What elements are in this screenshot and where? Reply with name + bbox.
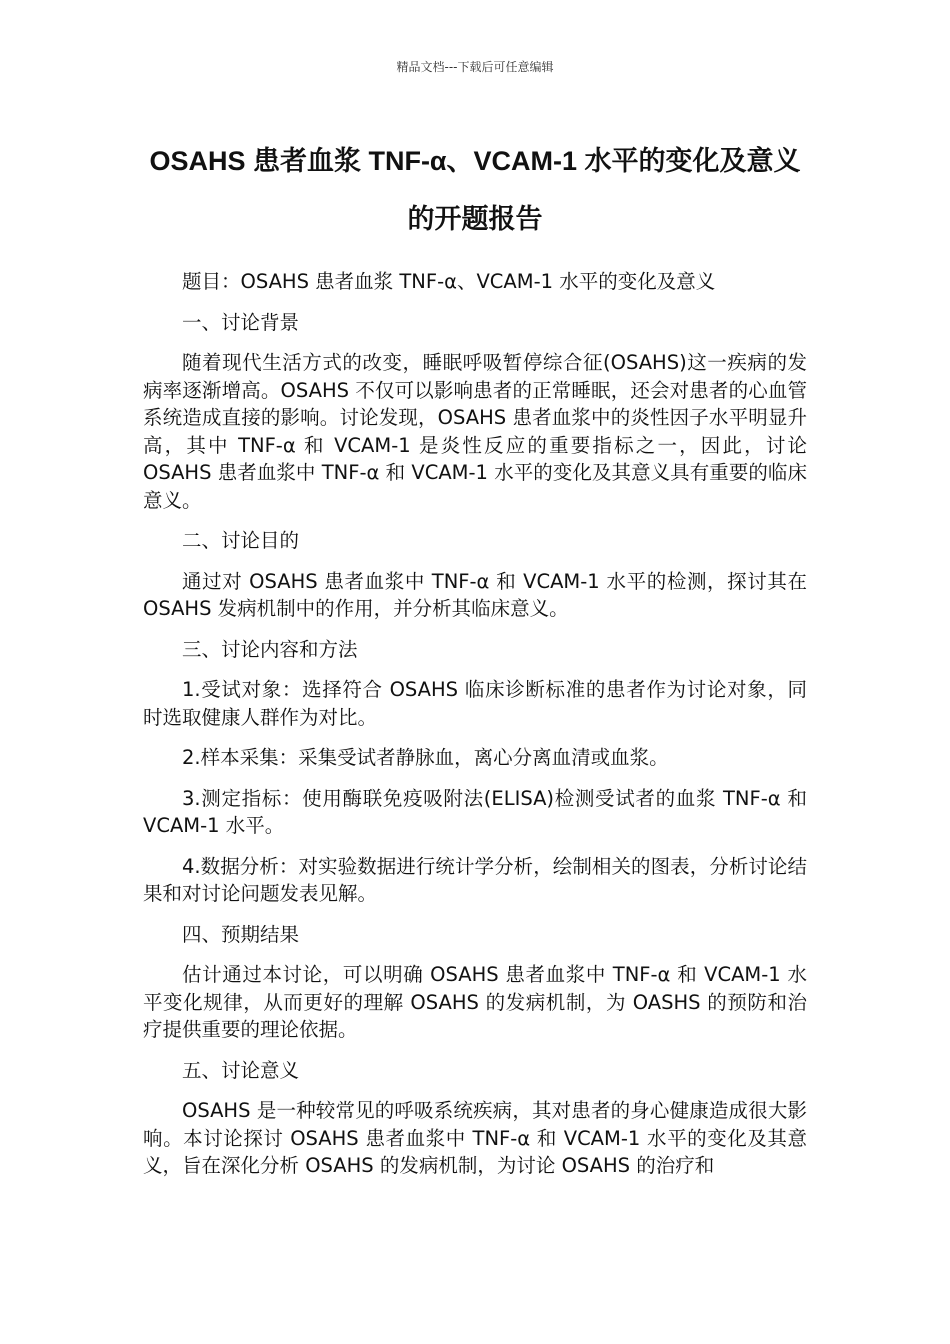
method-item-measurement: 3.测定指标：使用酶联免疫吸附法(ELISA)检测受试者的血浆 TNF-α 和 VCAM-1 水平。 [143, 786, 807, 837]
section-heading-purpose: 二、讨论目的 [182, 529, 300, 552]
document-title: OSAHS 患者血浆 TNF-α、VCAM-1 水平的变化及意义的开题报告 [149, 146, 801, 234]
section-heading-methods: 三、讨论内容和方法 [182, 637, 358, 661]
topic-line: 题目：OSAHS 患者血浆 TNF-α、VCAM-1 水平的变化及意义 [182, 270, 716, 293]
document-body [143, 268, 807, 1193]
section-heading-expected-results: 四、预期结果 [182, 922, 300, 946]
paragraph-background: 随着现代生活方式的改变，睡眠呼吸暂停综合征(OSAHS)这一疾病的发病率逐渐增高。OSAHS 不仅可以影响患者的正常睡眠，还会对患者的心血管系统造成直接的影响。讨论发现，OSAHS 患者血浆中的炎性因子水平明显升高，其中 TNF-α 和 VCAM-1 是炎性反应的重要指标之一，因此，讨论 OSAHS 患者血浆中 TNF-α 和 VCAM-1 水平的变化及其意义具有重要的临床意义。 [143, 351, 807, 512]
section-heading-significance: 五、讨论意义 [182, 1058, 300, 1082]
method-item-sampling: 2.样本采集：采集受试者静脉血，离心分离血清或血浆。 [182, 746, 669, 769]
method-item-subjects: 1.受试对象：选择符合 OSAHS 临床诊断标准的患者作为讨论对象，同时选取健康人群作为对比。 [143, 678, 807, 729]
method-item-analysis: 4.数据分析：对实验数据进行统计学分析，绘制相关的图表，分析讨论结果和对讨论问题发表见解。 [143, 854, 807, 905]
paragraph-significance: OSAHS 是一种较常见的呼吸系统疾病，其对患者的身心健康造成很大影响。本讨论探讨 OSAHS 患者血浆中 TNF-α 和 VCAM-1 水平的变化及其意义，旨在深化分析 OSAHS 的发病机制，为讨论 OSAHS 的治疗和 [143, 1099, 807, 1177]
header-note: 精品文档---下载后可任意编辑 [396, 60, 554, 74]
paragraph-purpose: 通过对 OSAHS 患者血浆中 TNF-α 和 VCAM-1 水平的检测，探讨其在 OSAHS 发病机制中的作用，并分析其临床意义。 [143, 569, 807, 620]
section-heading-background: 一、讨论背景 [182, 310, 300, 334]
paragraph-expected-results: 估计通过本讨论，可以明确 OSAHS 患者血浆中 TNF-α 和 VCAM-1 水平变化规律，从而更好的理解 OSAHS 的发病机制，为 OASHS 的预防和治疗提供重要的理论依据。 [143, 963, 807, 1041]
